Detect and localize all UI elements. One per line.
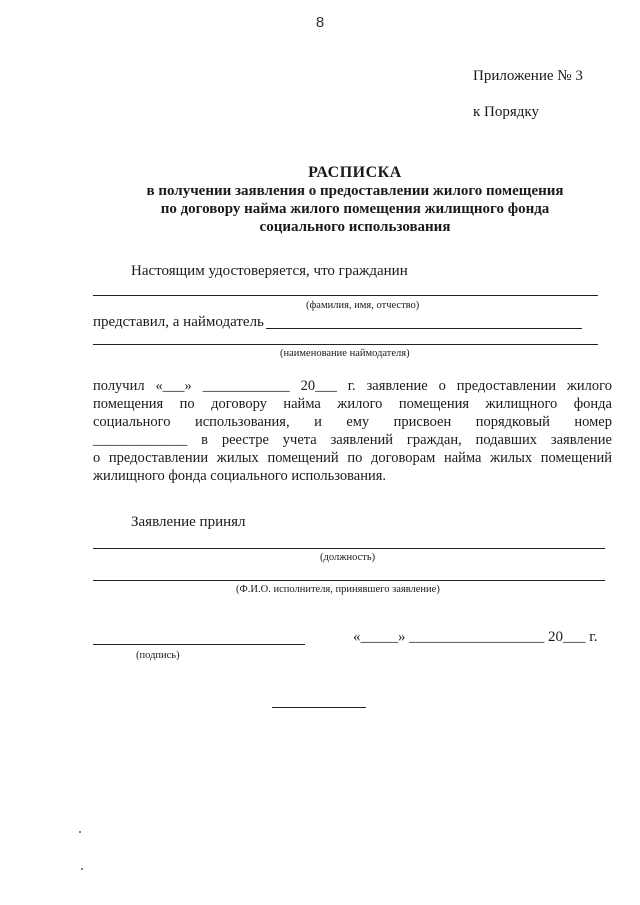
executor-caption: (Ф.И.О. исполнителя, принявшего заявление) — [236, 584, 440, 595]
title-line-1: в получении заявления о предоставлении жилого помещения — [146, 183, 564, 199]
signature-caption: (подпись) — [136, 650, 180, 661]
submitted-text: представил, а наймодатель — [93, 314, 264, 330]
landlord-line — [266, 328, 582, 329]
title-main: РАСПИСКА — [308, 164, 402, 181]
received-line-3: социального использования, и ему присвоен порядковый номер — [93, 414, 612, 430]
title-line-3: социального использования — [259, 219, 451, 235]
scan-speck — [79, 831, 81, 833]
fio-caption: (фамилия, имя, отчество) — [306, 300, 420, 311]
certify-text: Настоящим удостоверяется, что гражданин — [131, 263, 408, 279]
landlord-line-2 — [93, 344, 598, 345]
position-caption: (должность) — [320, 552, 376, 563]
received-line-4: _____________ в реестре учета заявлений граждан, подавших заявление — [93, 432, 612, 448]
received-line-2: помещения по договору найма жилого помещения жилищного фонда — [93, 396, 612, 412]
closing-separator — [272, 707, 366, 708]
received-paragraph — [93, 377, 612, 485]
executor-line — [93, 580, 605, 581]
landlord-caption: (наименование наймодателя) — [280, 348, 410, 359]
fio-line — [93, 295, 598, 296]
signature-line — [93, 644, 305, 645]
scan-speck — [81, 868, 83, 870]
document-title — [0, 164, 640, 236]
appendix-reference: к Порядку — [473, 104, 539, 120]
title-line-2: по договору найма жилого помещения жилищного фонда — [160, 201, 550, 217]
accepted-text: Заявление принял — [131, 514, 246, 530]
appendix-label: Приложение № 3 — [473, 68, 583, 84]
received-line-1: получил «___» ____________ 20___ г. заявление о предоставлении жилого — [93, 378, 612, 394]
position-line — [93, 548, 605, 549]
received-line-5: о предоставлении жилых помещений по договорам найма жилых помещений — [93, 450, 612, 466]
page-number: 8 — [315, 14, 325, 31]
date-field: «_____» __________________ 20___ г. — [353, 629, 598, 645]
received-line-6: жилищного фонда социального использования. — [93, 468, 387, 484]
